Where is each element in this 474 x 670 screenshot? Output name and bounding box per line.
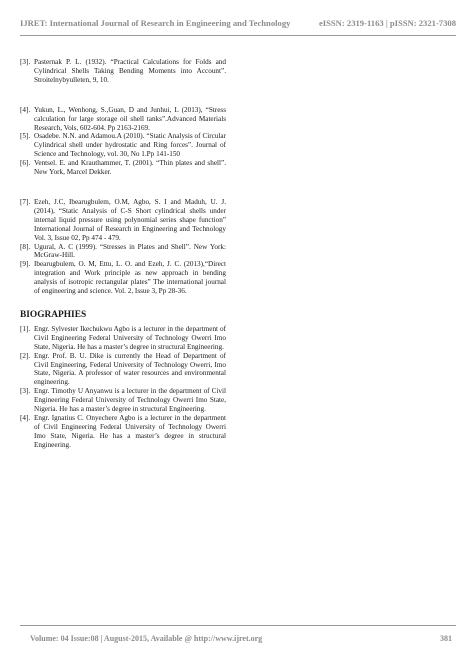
reference-number: [8]. [20,242,31,251]
reference-item [20,198,226,243]
journal-title: IJRET: International Journal of Research in Engineering and Technology [20,18,291,28]
page-footer [30,630,452,646]
biographies-heading: BIOGRAPHIES [20,309,87,320]
reference-item [20,132,226,159]
header-divider [20,35,456,36]
biography-text: Engr. Timothy U Anyanwu is a lecturer in the department of Civil Engineering Federal University of Technology Owerri Imo State, Nigeria. He has a master’s degree in structural Engineering. [34,387,226,414]
biography-item [20,325,226,352]
biography-item [20,352,226,388]
reference-number: [5]. [20,132,31,141]
reference-number: [6]. [20,159,31,168]
reference-item [20,243,226,261]
reference-number: [7]. [20,197,31,206]
biography-number: [3]. [20,387,31,396]
volume-info: Volume: 04 Issue:08 | August-2015, Available @ http://www.ijret.org [30,633,263,643]
biography-number: [4]. [20,414,31,422]
reference-number: [9]. [20,260,31,269]
biography-text: Engr. Prof. B. U. Dike is currently the Head of Department of Civil Engineering, Federal University of Technology Owerri, Imo State, Nigeria. A professor of water resources and environmental engineering. [34,351,226,387]
reference-item [20,260,226,296]
biography-text: Engr. Sylvester Ikechukwu Agbo is a lecturer in the department of Civil Engineering Federal University of Technology Owerri Imo State, Nigeria. He has a master’s degree in structural Engineering. [34,324,226,351]
footer-divider [20,625,456,626]
reference-number: [4]. [20,105,31,114]
references-list [20,58,226,296]
reference-item [20,159,226,177]
biography-item [20,414,226,450]
reference-item [20,106,226,133]
reference-text: Yukun, L., Wenhong, S.,Guan, D and Junhui, L (2013), “Stress calculation for large storage oil shell tanks”.Advanced Materials Research, Vols, 602-604. Pp 2163-2169. [34,105,226,132]
reference-text: Pasternak P. L. (1932). “Practical Calculations for Folds and Cylindrical Shells Taking Bending Moments into Account”. Stroitelnybyulleten, 9, 10. [34,58,226,84]
reference-item [20,58,226,85]
reference-text: Ezeh, J.C, Ibearugbulem, O.M, Agbo, S. I and Maduh, U. J. (2014), “Static Analysis of C-S Short cylindrical shells under internal liquid pressure using polynomial series shape function” International Journal of Research in Engineering and Technology Vol. 3, Issue 02, Pp 474 - 479. [34,197,226,242]
issn-info: eISSN: 2319-1163 | pISSN: 2321-7308 [318,18,456,28]
reference-text: Ventsel. E. and Krauthammer, T. (2001). “Thin plates and shell”. New York, Marcel Dekker. [34,159,226,177]
biography-number: [1]. [20,324,31,333]
reference-text: Ibearugbulem, O. M, Ettu, L. O. and Ezeh, J. C. (2013),“Direct integration and Work principle as new approach in bending analysis of isotropic rectangular plates” The international journal of engineering and science. Vol. 2, Issue 3, Pp 28-36. [34,260,226,296]
biography-number: [2]. [20,351,31,360]
reference-text: Ugural, A. C (1999). “Stresses in Plates and Shell”. New York: McGraw-Hill. [34,242,226,260]
page-number: 381 [440,633,452,643]
biography-text: Engr. Ignatius C. Onyechere Agbo is a lecturer in the department of Civil Engineering Federal University of Technology Owerri Imo State, Nigeria. He has a master’s degree in structural Engineering. [34,414,226,449]
biography-item [20,387,226,414]
biographies-list [20,325,226,450]
reference-number: [3]. [20,58,31,66]
page-header [20,12,456,34]
left-column [20,58,226,450]
reference-text: Osadebe. N.N. and Adamou.A (2010). “Static Analysis of Circular Cylindrical shell under hydrostatic and Ring forces”. Journal of Science and Technology, vol. 30, No 1.Pp 141-150 [34,132,226,159]
